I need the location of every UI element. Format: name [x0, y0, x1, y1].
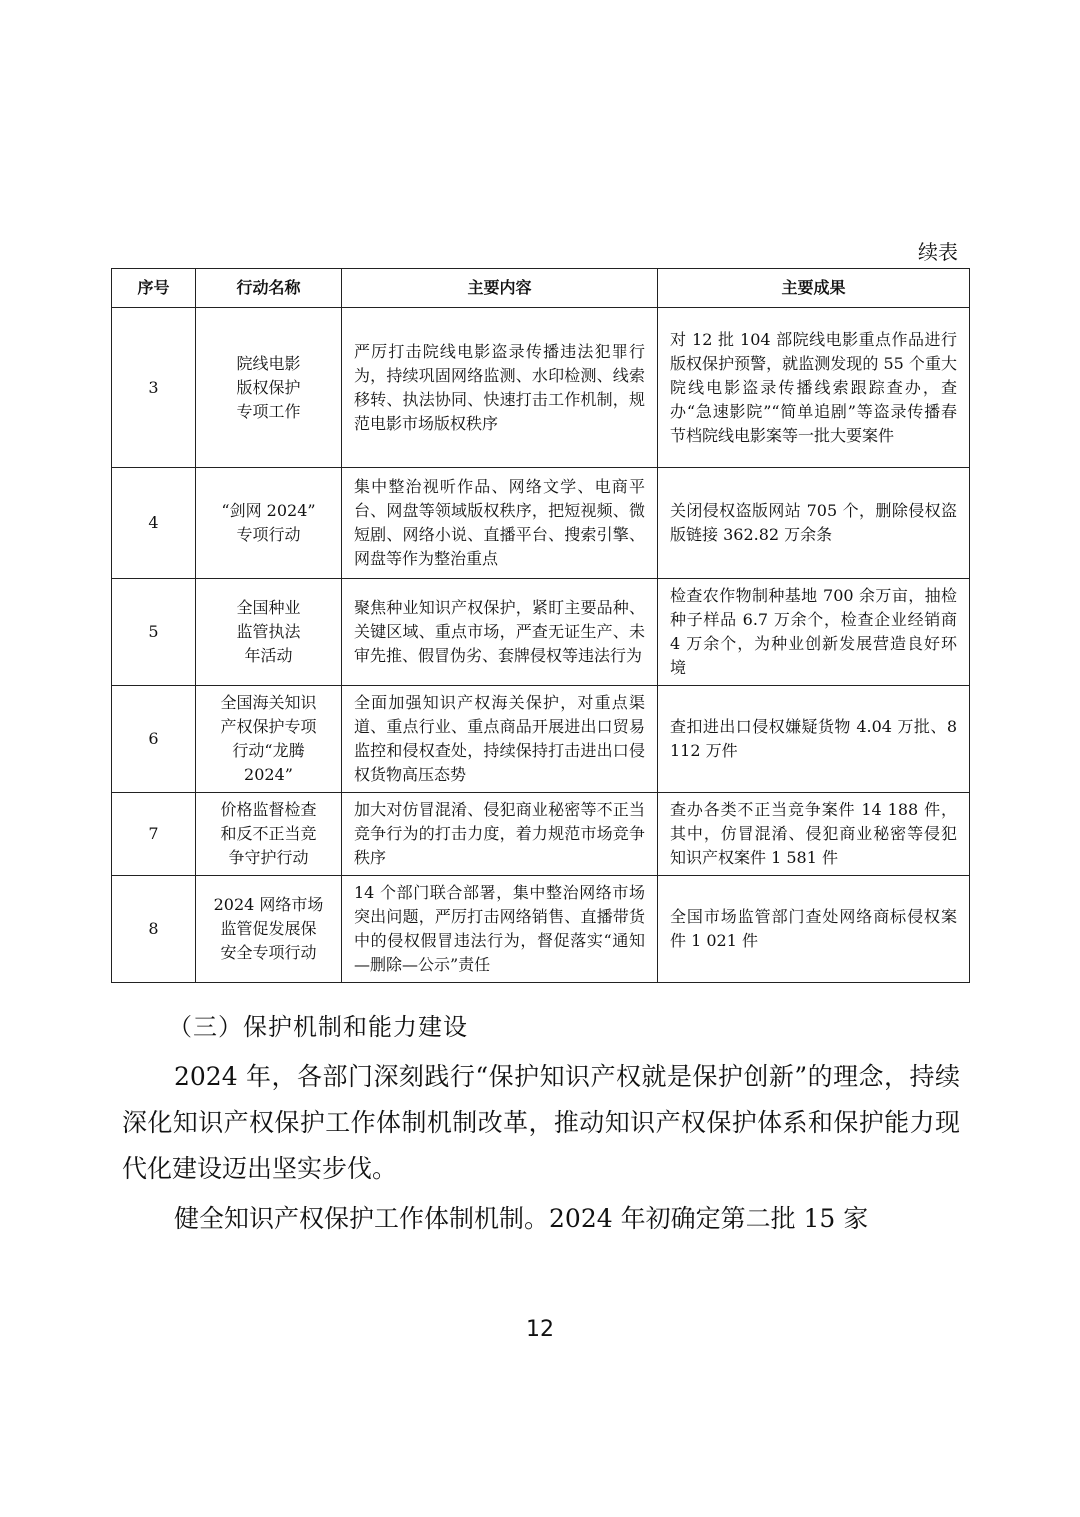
row-number: 4 — [112, 468, 196, 579]
action-content: 加大对仿冒混淆、侵犯商业秘密等不正当竞争行为的打击力度，着力规范市场竞争秩序 — [342, 793, 658, 876]
action-result: 查扣进出口侵权嫌疑货物 4.04 万批、8 112 万件 — [658, 686, 970, 793]
header-main-content: 主要内容 — [342, 269, 658, 308]
body-paragraph: 健全知识产权保护工作体制机制。2024 年初确定第二批 15 家 — [174, 1204, 869, 1233]
action-result: 对 12 批 104 部院线电影重点作品进行版权保护预警，就监测发现的 55 个重大院线电影盗录传播线索跟踪查办，查办“急速影院”“简单追剧”等盗录传播春节档院线电影案等一批大要案件 — [658, 308, 970, 468]
table-row — [112, 468, 970, 579]
action-name: 院线电影 版权保护 专项工作 — [196, 308, 342, 468]
continued-label: 续表 — [918, 240, 958, 264]
action-result: 全国市场监管部门查处网络商标侵权案件 1 021 件 — [658, 876, 970, 983]
action-result: 查办各类不正当竞争案件 14 188 件，其中，仿冒混淆、侵犯商业秘密等侵犯知识产权案件 1 581 件 — [658, 793, 970, 876]
action-content: 集中整治视听作品、网络文学、电商平台、网盘等领域版权秩序，把短视频、微短剧、网络小说、直播平台、搜索引擎、网盘等作为整治重点 — [342, 468, 658, 579]
table-row — [112, 876, 970, 983]
table-row — [112, 793, 970, 876]
header-action-name: 行动名称 — [196, 269, 342, 308]
action-name: 全国种业 监管执法 年活动 — [196, 579, 342, 686]
header-no: 序号 — [112, 269, 196, 308]
action-name: “剑网 2024” 专项行动 — [196, 468, 342, 579]
action-content: 全面加强知识产权海关保护，对重点渠道、重点行业、重点商品开展进出口贸易监控和侵权查处，持续保持打击进出口侵权货物高压态势 — [342, 686, 658, 793]
table-row — [112, 686, 970, 793]
table-row — [112, 308, 970, 468]
body-paragraph: 2024 年，各部门深刻践行“保护知识产权就是保护创新”的理念，持续深化知识产权保护工作体制机制改革，推动知识产权保护体系和保护能力现代化建设迈出坚实步伐。 — [122, 1062, 960, 1183]
table-header-row — [112, 269, 970, 308]
row-number: 8 — [112, 876, 196, 983]
action-name: 全国海关知识 产权保护专项 行动“龙腾 2024” — [196, 686, 342, 793]
action-content: 聚焦种业知识产权保护，紧盯主要品种、关键区域、重点市场，严查无证生产、未审先推、假冒伪劣、套牌侵权等违法行为 — [342, 579, 658, 686]
header-main-results: 主要成果 — [658, 269, 970, 308]
action-result: 检查农作物制种基地 700 余万亩，抽检种子样品 6.7 万余个，检查企业经销商 4 万余个，为种业创新发展营造良好环境 — [658, 579, 970, 686]
action-result: 关闭侵权盗版网站 705 个，删除侵权盗版链接 362.82 万余条 — [658, 468, 970, 579]
row-number: 3 — [112, 308, 196, 468]
row-number: 5 — [112, 579, 196, 686]
page-number: 12 — [526, 1317, 554, 1342]
table-row — [112, 579, 970, 686]
section-heading: （三）保护机制和能力建设 — [168, 1013, 468, 1041]
row-number: 6 — [112, 686, 196, 793]
row-number: 7 — [112, 793, 196, 876]
action-name: 2024 网络市场 监管促发展保 安全专项行动 — [196, 876, 342, 983]
action-content: 14 个部门联合部署，集中整治网络市场突出问题，严厉打击网络销售、直播带货中的侵权假冒违法行为，督促落实“通知—删除—公示”责任 — [342, 876, 658, 983]
action-name: 价格监督检查 和反不正当竞 争守护行动 — [196, 793, 342, 876]
action-content: 严厉打击院线电影盗录传播违法犯罪行为，持续巩固网络监测、水印检测、线索移转、执法协同、快速打击工作机制，规范电影市场版权秩序 — [342, 308, 658, 468]
enforcement-actions-table — [111, 268, 970, 983]
